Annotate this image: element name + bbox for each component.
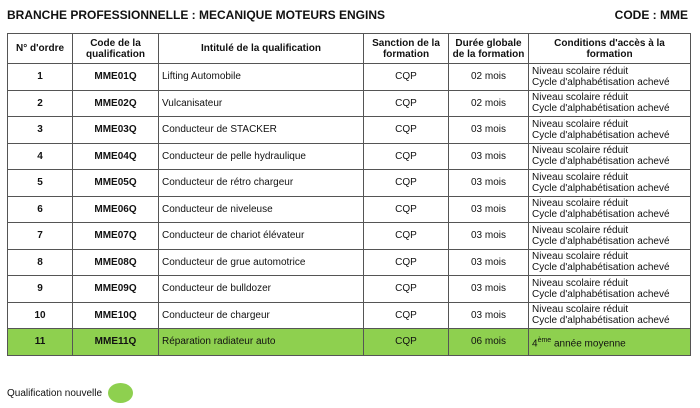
qualification-code: MME03Q xyxy=(73,117,159,144)
branch-code: CODE : MME xyxy=(614,8,688,22)
table-row xyxy=(8,170,691,197)
legend-new-marker xyxy=(108,383,133,403)
qualification-title: Conducteur de pelle hydraulique xyxy=(159,143,364,170)
condition-line-2: Cycle d'alphabétisation achevé xyxy=(532,156,670,168)
qualification-code: MME11Q xyxy=(73,329,159,356)
condition-line-2: Cycle d'alphabétisation achevé xyxy=(532,76,670,88)
access-conditions xyxy=(529,170,691,197)
condition-line-2: Cycle d'alphabétisation achevé xyxy=(532,235,670,247)
qualification-title: Réparation radiateur auto xyxy=(159,329,364,356)
qualification-sanction: CQP xyxy=(364,276,449,303)
table-row xyxy=(8,143,691,170)
qualification-duration: 03 mois xyxy=(449,117,529,144)
qualification-sanction: CQP xyxy=(364,90,449,117)
qualification-sanction: CQP xyxy=(364,170,449,197)
condition-line-1: Niveau scolaire réduit xyxy=(532,251,629,263)
qualification-code: MME06Q xyxy=(73,196,159,223)
table-header-row xyxy=(8,34,691,64)
page-header xyxy=(7,8,688,24)
access-conditions xyxy=(529,143,691,170)
row-number: 1 xyxy=(8,64,73,91)
qualification-duration: 03 mois xyxy=(449,249,529,276)
qualification-sanction: CQP xyxy=(364,249,449,276)
table-row xyxy=(8,117,691,144)
legend xyxy=(7,383,133,403)
condition-line-2: Cycle d'alphabétisation achevé xyxy=(532,103,670,115)
table-row-new-qualification xyxy=(8,329,691,356)
access-conditions xyxy=(529,117,691,144)
qualification-title: Conducteur de chariot élévateur xyxy=(159,223,364,250)
qualification-sanction: CQP xyxy=(364,117,449,144)
row-number: 9 xyxy=(8,276,73,303)
condition-line-1: Niveau scolaire réduit xyxy=(532,118,629,130)
table-row xyxy=(8,276,691,303)
qualification-title: Conducteur de chargeur xyxy=(159,302,364,329)
col-header-title: Intitulé de la qualification xyxy=(159,34,364,64)
qualification-duration: 02 mois xyxy=(449,90,529,117)
row-number: 6 xyxy=(8,196,73,223)
qualification-title: Conducteur de grue automotrice xyxy=(159,249,364,276)
row-number: 3 xyxy=(8,117,73,144)
qualification-title: Vulcanisateur xyxy=(159,90,364,117)
access-conditions xyxy=(529,196,691,223)
condition-line-1: Niveau scolaire réduit xyxy=(532,198,629,210)
access-conditions xyxy=(529,302,691,329)
qualification-duration: 03 mois xyxy=(449,196,529,223)
qualification-duration: 03 mois xyxy=(449,143,529,170)
condition-line-2: Cycle d'alphabétisation achevé xyxy=(532,315,670,327)
condition-year-number: 4 xyxy=(532,337,538,349)
condition-year-suffix: ème xyxy=(537,336,552,344)
row-number: 4 xyxy=(8,143,73,170)
row-number: 2 xyxy=(8,90,73,117)
qualification-title: Conducteur de rétro chargeur xyxy=(159,170,364,197)
condition-line-1: Niveau scolaire réduit xyxy=(532,92,629,104)
qualification-title: Lifting Automobile xyxy=(159,64,364,91)
condition-line-2: Cycle d'alphabétisation achevé xyxy=(532,262,670,274)
row-number: 5 xyxy=(8,170,73,197)
qualification-code: MME07Q xyxy=(73,223,159,250)
access-conditions xyxy=(529,64,691,91)
condition-line-2: Cycle d'alphabétisation achevé xyxy=(532,182,670,194)
row-number: 11 xyxy=(8,329,73,356)
col-header-duree: Durée globale de la formation xyxy=(449,34,529,64)
table-row xyxy=(8,196,691,223)
table-row xyxy=(8,302,691,329)
qualification-duration: 03 mois xyxy=(449,276,529,303)
qualification-sanction: CQP xyxy=(364,143,449,170)
qualification-title: Conducteur de bulldozer xyxy=(159,276,364,303)
condition-line-1: Niveau scolaire réduit xyxy=(532,65,629,77)
access-conditions xyxy=(529,90,691,117)
branch-title: BRANCHE PROFESSIONNELLE : MECANIQUE MOTEURS ENGINS xyxy=(7,8,386,22)
qualification-code: MME02Q xyxy=(73,90,159,117)
col-header-code: Code de la qualification xyxy=(73,34,159,64)
condition-line-2: Cycle d'alphabétisation achevé xyxy=(532,288,670,300)
qualification-duration: 02 mois xyxy=(449,64,529,91)
condition-line-1: Niveau scolaire réduit xyxy=(532,304,629,316)
qualification-duration: 03 mois xyxy=(449,170,529,197)
qualification-code: MME09Q xyxy=(73,276,159,303)
legend-label: Qualification nouvelle xyxy=(7,387,103,399)
qualification-title: Conducteur de niveleuse xyxy=(159,196,364,223)
qualification-code: MME10Q xyxy=(73,302,159,329)
condition-line-2: Cycle d'alphabétisation achevé xyxy=(532,129,670,141)
col-header-sanction: Sanction de la formation xyxy=(364,34,449,64)
qualification-title: Conducteur de STACKER xyxy=(159,117,364,144)
condition-line-2: Cycle d'alphabétisation achevé xyxy=(532,209,670,221)
qualifications-table xyxy=(7,33,691,356)
condition-line-1: Niveau scolaire réduit xyxy=(532,145,629,157)
table-row xyxy=(8,223,691,250)
col-header-num: N° d'ordre xyxy=(8,34,73,64)
qualification-duration: 03 mois xyxy=(449,223,529,250)
table-row xyxy=(8,90,691,117)
condition-line-1: Niveau scolaire réduit xyxy=(532,171,629,183)
qualification-sanction: CQP xyxy=(364,64,449,91)
table-row xyxy=(8,64,691,91)
condition-line-1: Niveau scolaire réduit xyxy=(532,224,629,236)
qualification-sanction: CQP xyxy=(364,302,449,329)
row-number: 7 xyxy=(8,223,73,250)
access-conditions xyxy=(529,276,691,303)
qualification-sanction: CQP xyxy=(364,329,449,356)
access-conditions xyxy=(529,249,691,276)
qualification-code: MME01Q xyxy=(73,64,159,91)
access-conditions xyxy=(529,223,691,250)
condition-line-1: Niveau scolaire réduit xyxy=(532,277,629,289)
row-number: 8 xyxy=(8,249,73,276)
col-header-conditions: Conditions d'accès à la formation xyxy=(529,34,691,64)
qualification-code: MME04Q xyxy=(73,143,159,170)
qualification-duration: 03 mois xyxy=(449,302,529,329)
condition-text: année moyenne xyxy=(551,337,626,349)
row-number: 10 xyxy=(8,302,73,329)
access-conditions xyxy=(529,329,691,356)
qualification-code: MME08Q xyxy=(73,249,159,276)
qualification-sanction: CQP xyxy=(364,223,449,250)
qualification-sanction: CQP xyxy=(364,196,449,223)
table-row xyxy=(8,249,691,276)
qualification-code: MME05Q xyxy=(73,170,159,197)
qualification-duration: 06 mois xyxy=(449,329,529,356)
